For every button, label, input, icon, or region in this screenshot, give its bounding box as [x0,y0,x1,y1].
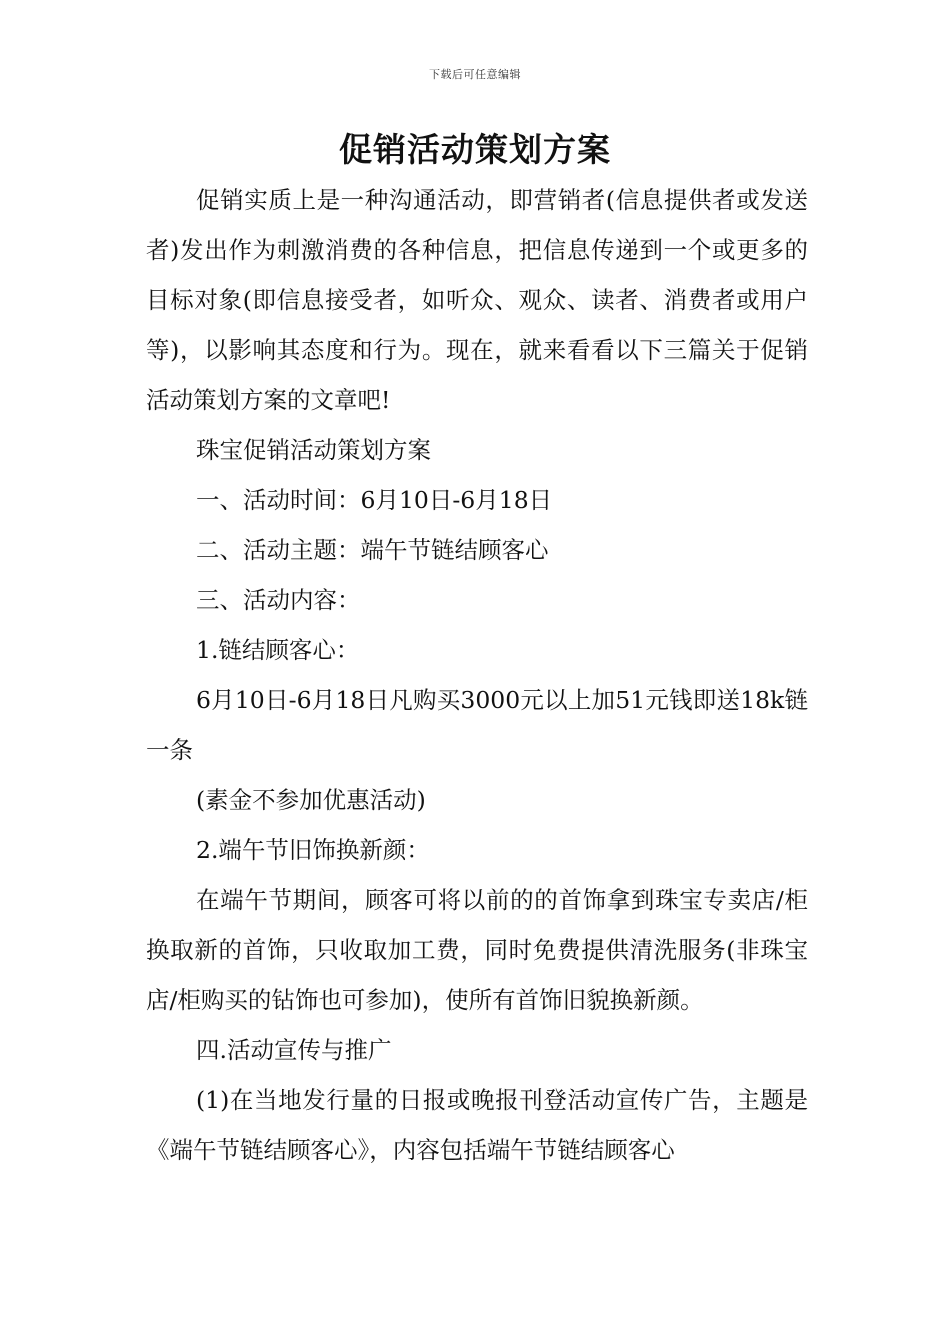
list-item-promotion: 四.活动宣传与推广 [196,1036,392,1064]
sub-item-1: 1.链结顾客心： [196,636,360,664]
promotion-detail-1: (1)在当地发行量的日报或晚报刊登活动宣传广告，主题是《端午节链结顾客心》，内容包括端午节链结顾客心 [146,1086,808,1164]
intro-paragraph: 促销实质上是一种沟通活动，即营销者(信息提供者或发送者)发出作为刺激消费的各种信息，把信息传递到一个或更多的目标对象(即信息接受者，如听众、观众、读者、消费者或用户等)，以影响其态度和行为。现在，就来看看以下三篇关于促销活动策划方案的文章吧! [146,186,808,414]
list-item-theme: 二、活动主题：端午节链结顾客心 [196,536,549,564]
list-item-time: 一、活动时间：6月10日-6月18日 [196,486,553,514]
section-heading: 珠宝促销活动策划方案 [196,436,431,464]
document-title: 促销活动策划方案 [339,130,611,169]
header-note: 下载后可任意编辑 [429,68,521,81]
sub-item-2: 2.端午节旧饰换新颜： [196,836,430,864]
sub-item-1-detail: 6月10日-6月18日凡购买3000元以上加51元钱即送18k链一条 [146,686,808,764]
sub-item-1-note: (素金不参加优惠活动) [196,786,426,814]
sub-item-2-detail: 在端午节期间，顾客可将以前的的首饰拿到珠宝专卖店/柜换取新的首饰，只收取加工费，同时免费提供清洗服务(非珠宝店/柜购买的钻饰也可参加)，使所有首饰旧貌换新颜。 [146,886,808,1014]
list-item-content: 三、活动内容： [196,586,361,614]
document-body [146,175,808,1175]
